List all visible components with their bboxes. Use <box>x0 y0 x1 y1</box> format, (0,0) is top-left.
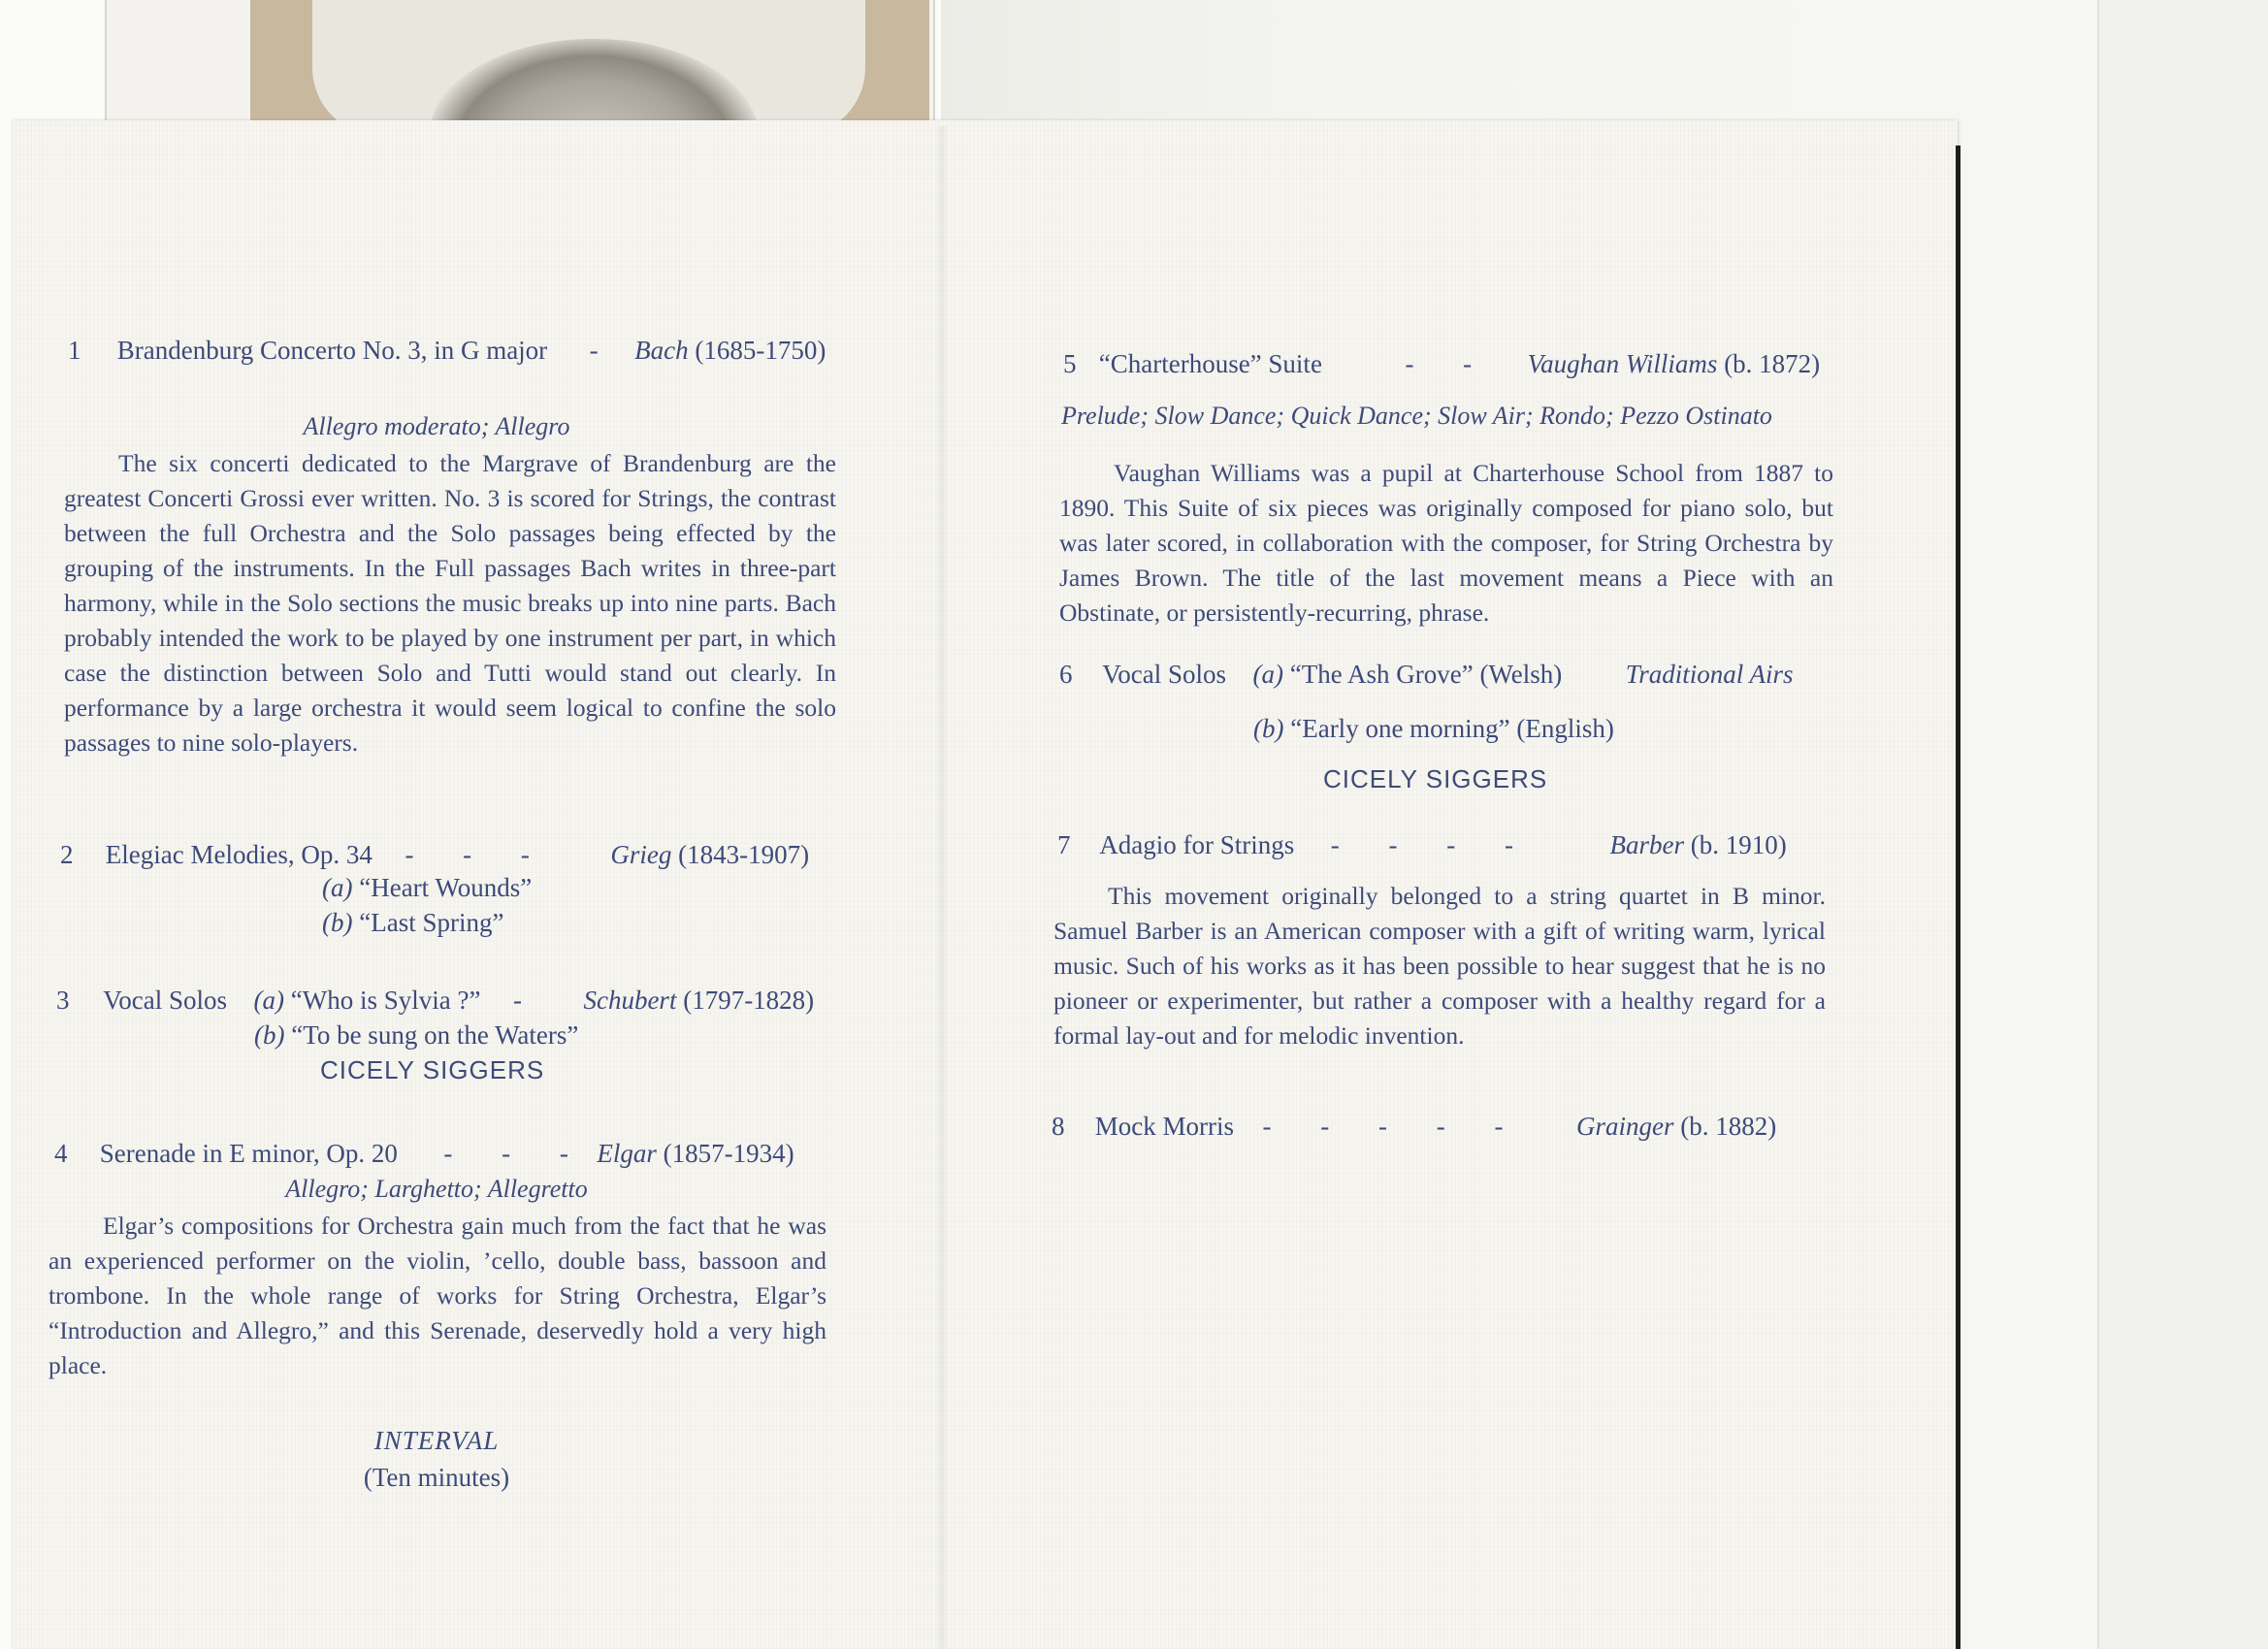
item-title: Vocal Solos <box>103 986 228 1015</box>
composer-name: Traditional Airs <box>1625 660 1794 689</box>
item-number: 2 <box>60 840 74 869</box>
item-number: 5 <box>1063 349 1077 378</box>
part-title: “To be sung on the Waters” <box>291 1020 579 1050</box>
performer-name: CICELY SIGGERS <box>1323 764 1548 793</box>
item-4-notes <box>49 1209 826 1383</box>
item-4-movements: Allegro; Larghetto; Allegretto <box>285 1175 588 1203</box>
part-title: “Last Spring” <box>359 908 504 937</box>
item-number: 6 <box>1059 660 1073 689</box>
composer-name: Vaughan Williams <box>1527 349 1718 378</box>
composer-dates: (1857-1934) <box>663 1139 794 1168</box>
part-label: (a) <box>253 986 285 1015</box>
item-title: Vocal Solos <box>1102 660 1227 689</box>
item-title: Mock Morris <box>1094 1112 1234 1141</box>
item-5-movements: Prelude; Slow Dance; Quick Dance; Slow Air; Rondo; Pezzo Ostinato <box>1061 402 1772 430</box>
item-dashes: - <box>512 986 522 1015</box>
program-item-2-header <box>60 840 836 870</box>
part-label: (a) <box>1252 660 1284 689</box>
item-2-part-a <box>322 873 532 903</box>
composer-name: Barber <box>1609 830 1684 859</box>
portrait-photo <box>312 0 865 136</box>
program-note-text: This movement originally belonged to a string quartet in B minor. Samuel Barber is an American composer with a gift of writing warm, lyrical music. Such of his works as it has been possible to hear suggest that he is no pioneer or experimenter, but rather a composer with a healthy regard for a formal lay-out and for melodic invention. <box>1053 882 1826 1050</box>
page-edge-shadow <box>1956 146 1960 1649</box>
program-item-3-header <box>56 986 852 1016</box>
item-dashes: - - - <box>405 840 530 869</box>
item-dashes: - <box>589 336 599 365</box>
composer-name: Grieg <box>610 840 672 869</box>
part-title: “Heart Wounds” <box>359 873 533 902</box>
item-title: Elegiac Melodies, Op. 34 <box>105 840 373 869</box>
composer-name: Elgar <box>597 1139 657 1168</box>
part-title: “Early one morning” (English) <box>1290 714 1614 743</box>
program-item-6-header <box>1059 660 1835 690</box>
item-number: 1 <box>68 336 81 365</box>
item-1-notes <box>64 446 836 760</box>
program-item-4-header <box>54 1139 850 1169</box>
part-label: (b) <box>1253 714 1284 743</box>
item-7-notes <box>1053 879 1826 1053</box>
composer-dates: (b. 1910) <box>1690 830 1787 859</box>
interval-duration: (Ten minutes) <box>363 1463 510 1492</box>
program-note-text: The six concerti dedicated to the Margrave of Brandenburg are the greatest Concerti Grossi ever written. No. 3 is scored for Strings, the contrast between the full Orchestra and the Solo passages being effected by the grouping of the instruments. In the Full passages Bach writes in three-part harmony, while in the Solo sections the music breaks up into nine parts. Bach probably intended the work to be played by one instrument per part, in which case the distinction between Solo and Tutti would stand out clearly. In performance by a large orchestra it would seem logical to confine the solo passages to nine solo-players. <box>64 449 836 757</box>
item-dashes: - - <box>1405 349 1473 378</box>
item-dashes: - - - - - <box>1262 1112 1504 1141</box>
item-number: 4 <box>54 1139 68 1168</box>
item-title: “Charterhouse” Suite <box>1098 349 1322 378</box>
item-3-part-b <box>254 1020 578 1051</box>
item-2-part-b <box>322 908 503 938</box>
part-label: (b) <box>254 1020 285 1050</box>
composer-name: Grainger <box>1575 1112 1674 1141</box>
program-item-8-header <box>1052 1112 1828 1142</box>
composer-name: Schubert <box>583 986 677 1015</box>
program-note-text: Vaughan Williams was a pupil at Charterhouse School from 1887 to 1890. This Suite of six pieces was originally composed for piano solo, but was later scored, in collaboration with the composer, for String Orchestra by James Brown. The title of the last movement means a Piece with an Obstinate, or persistently-recurring, phrase. <box>1059 459 1833 627</box>
program-item-1-header <box>68 336 844 366</box>
composer-dates: (b. 1882) <box>1680 1112 1777 1141</box>
program-item-5-header <box>1063 349 1839 379</box>
part-title: “Who is Sylvia ?” <box>290 986 481 1015</box>
item-dashes: - - - - <box>1330 830 1513 859</box>
performer-name: CICELY SIGGERS <box>320 1055 545 1084</box>
composer-dates: (1685-1750) <box>695 336 826 365</box>
part-title: “The Ash Grove” (Welsh) <box>1289 660 1563 689</box>
program-note-text: Elgar’s compositions for Orchestra gain much from the fact that he was an experienced performer on the violin, ’cello, double bass, bassoon and trombone. In the whole range of works for String Orchestra, Elgar’s “Introduction and Allegro,” and this Serenade, deservedly hold a very high place. <box>49 1212 826 1379</box>
item-title: Brandenburg Concerto No. 3, in G major <box>116 336 548 365</box>
part-label: (b) <box>322 908 353 937</box>
item-dashes: - - - <box>443 1139 568 1168</box>
background-sheet-edge <box>2097 0 2268 1649</box>
item-title: Serenade in E minor, Op. 20 <box>99 1139 398 1168</box>
composer-dates: (1797-1828) <box>683 986 815 1015</box>
item-number: 3 <box>56 986 70 1015</box>
part-label: (a) <box>322 873 353 902</box>
item-5-notes <box>1059 456 1833 630</box>
item-6-part-b <box>1253 714 1614 744</box>
program-item-7-header <box>1057 830 1833 860</box>
item-1-movements: Allegro moderato; Allegro <box>303 412 570 440</box>
item-number: 7 <box>1057 830 1071 859</box>
composer-dates: (b. 1872) <box>1724 349 1821 378</box>
interval-heading: INTERVAL <box>373 1426 500 1455</box>
item-number: 8 <box>1052 1112 1065 1141</box>
center-fold <box>935 126 949 1649</box>
composer-dates: (1843-1907) <box>678 840 810 869</box>
composer-name: Bach <box>634 336 689 365</box>
item-title: Adagio for Strings <box>1099 830 1295 859</box>
